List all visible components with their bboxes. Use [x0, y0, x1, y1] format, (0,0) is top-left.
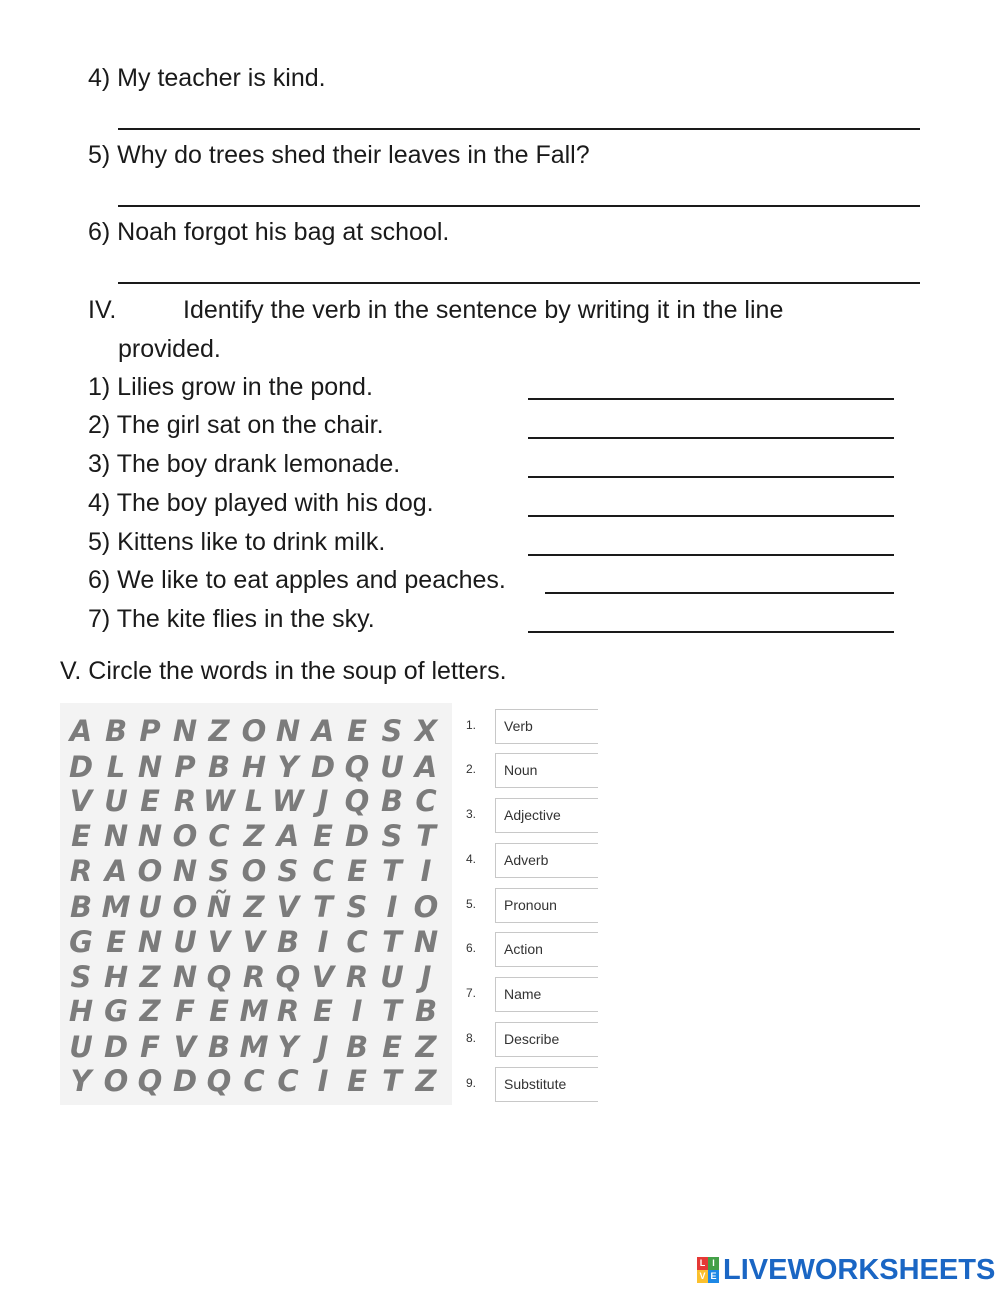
- verb-question: 2) The girl sat on the chair.: [88, 411, 384, 439]
- grid-letter[interactable]: Ñ: [206, 890, 232, 924]
- verb-question: 5) Kittens like to drink milk.: [88, 528, 386, 556]
- grid-letter[interactable]: R: [242, 960, 266, 994]
- grid-letter[interactable]: C: [277, 1064, 299, 1098]
- grid-letter[interactable]: F: [140, 1030, 160, 1064]
- word-number: 6.: [466, 941, 477, 955]
- grid-letter[interactable]: N: [172, 960, 198, 994]
- grid-letter[interactable]: E: [347, 714, 367, 748]
- grid-letter[interactable]: D: [103, 1030, 129, 1064]
- grid-letter[interactable]: Z: [415, 1064, 437, 1098]
- word-box: Adverb: [495, 843, 598, 878]
- grid-letter[interactable]: S: [381, 714, 403, 748]
- grid-letter[interactable]: S: [346, 890, 368, 924]
- grid-row: [60, 889, 452, 925]
- grid-letter[interactable]: U: [380, 960, 404, 994]
- grid-letter[interactable]: E: [313, 819, 333, 853]
- verb-question: 6) We like to eat apples and peaches.: [88, 566, 506, 594]
- grid-row: [60, 853, 452, 889]
- grid-letter[interactable]: V: [207, 925, 231, 959]
- grid-letter[interactable]: Y: [70, 1064, 92, 1098]
- grid-letter[interactable]: Z: [139, 994, 161, 1028]
- grid-letter[interactable]: B: [207, 750, 231, 784]
- grid-letter[interactable]: E: [347, 854, 367, 888]
- question-item: 6) Noah forgot his bag at school.: [88, 218, 450, 246]
- word-box: Name: [495, 977, 598, 1012]
- grid-letter[interactable]: N: [137, 819, 163, 853]
- grid-letter[interactable]: E: [382, 1030, 402, 1064]
- liveworksheets-logo: [697, 1253, 995, 1287]
- word-box: Describe: [495, 1022, 598, 1057]
- grid-letter[interactable]: V: [276, 890, 300, 924]
- verb-answer-line[interactable]: [528, 398, 894, 400]
- grid-letter[interactable]: M: [239, 1030, 269, 1064]
- grid-letter[interactable]: N: [275, 714, 301, 748]
- verb-question: 3) The boy drank lemonade.: [88, 450, 401, 478]
- grid-letter[interactable]: L: [106, 750, 126, 784]
- grid-letter[interactable]: O: [241, 714, 267, 748]
- grid-letter[interactable]: H: [241, 750, 267, 784]
- grid-letter[interactable]: T: [382, 854, 402, 888]
- grid-letter[interactable]: H: [68, 994, 94, 1028]
- grid-letter[interactable]: S: [381, 819, 403, 853]
- grid-letter[interactable]: J: [317, 784, 329, 818]
- grid-letter[interactable]: O: [172, 819, 198, 853]
- grid-letter[interactable]: I: [317, 1064, 329, 1098]
- grid-letter[interactable]: S: [208, 854, 230, 888]
- grid-letter[interactable]: U: [69, 1030, 93, 1064]
- verb-question: 1) Lilies grow in the pond.: [88, 373, 373, 401]
- grid-letter[interactable]: O: [103, 1064, 129, 1098]
- answer-line[interactable]: [118, 205, 920, 207]
- logo-mark-letter: V: [697, 1270, 708, 1283]
- word-number: 1.: [466, 718, 477, 732]
- verb-answer-line[interactable]: [545, 592, 894, 594]
- grid-letter[interactable]: Q: [344, 750, 370, 784]
- word-number: 9.: [466, 1076, 477, 1090]
- grid-letter[interactable]: U: [104, 784, 128, 818]
- grid-letter[interactable]: E: [106, 925, 126, 959]
- grid-letter[interactable]: I: [351, 994, 363, 1028]
- word-number: 4.: [466, 852, 477, 866]
- grid-letter[interactable]: B: [276, 925, 300, 959]
- grid-letter[interactable]: B: [104, 714, 128, 748]
- grid-letter[interactable]: R: [345, 960, 369, 994]
- answer-line[interactable]: [118, 282, 920, 284]
- verb-answer-line[interactable]: [528, 631, 894, 633]
- question-item: 5) Why do trees shed their leaves in the Fall?: [88, 141, 590, 169]
- grid-letter[interactable]: C: [415, 784, 437, 818]
- word-number: 7.: [466, 986, 477, 1000]
- grid-letter[interactable]: D: [172, 1064, 198, 1098]
- grid-letter[interactable]: E: [313, 994, 333, 1028]
- word-box: Noun: [495, 753, 598, 788]
- grid-letter[interactable]: D: [344, 819, 370, 853]
- grid-letter[interactable]: B: [345, 1030, 369, 1064]
- word-box: Pronoun: [495, 888, 598, 923]
- grid-letter[interactable]: C: [208, 819, 230, 853]
- grid-letter[interactable]: G: [69, 925, 93, 959]
- grid-letter[interactable]: A: [414, 750, 438, 784]
- grid-letter[interactable]: V: [173, 1030, 197, 1064]
- grid-letter[interactable]: A: [69, 714, 93, 748]
- grid-letter[interactable]: V: [69, 784, 93, 818]
- word-box: Substitute: [495, 1067, 598, 1102]
- grid-letter[interactable]: S: [70, 960, 92, 994]
- grid-letter[interactable]: O: [413, 890, 439, 924]
- grid-letter[interactable]: I: [420, 854, 432, 888]
- grid-letter[interactable]: E: [71, 819, 91, 853]
- grid-row: [60, 993, 452, 1029]
- grid-letter[interactable]: Q: [275, 960, 301, 994]
- grid-letter[interactable]: M: [101, 890, 131, 924]
- grid-letter[interactable]: R: [69, 854, 93, 888]
- grid-letter[interactable]: Z: [243, 890, 265, 924]
- verb-answer-line[interactable]: [528, 437, 894, 439]
- grid-letter[interactable]: L: [244, 784, 264, 818]
- grid-letter[interactable]: E: [209, 994, 229, 1028]
- grid-letter[interactable]: U: [138, 890, 162, 924]
- grid-letter[interactable]: N: [137, 925, 163, 959]
- grid-letter[interactable]: T: [382, 1064, 402, 1098]
- logo-mark-letter: I: [708, 1257, 719, 1270]
- grid-letter[interactable]: P: [139, 714, 161, 748]
- grid-letter[interactable]: Z: [208, 714, 230, 748]
- grid-letter[interactable]: Z: [243, 819, 265, 853]
- grid-letter[interactable]: Q: [344, 784, 370, 818]
- grid-letter[interactable]: N: [413, 925, 439, 959]
- logo-mark-letter: E: [708, 1270, 719, 1283]
- grid-letter[interactable]: Z: [139, 960, 161, 994]
- grid-letter[interactable]: D: [68, 750, 94, 784]
- grid-letter[interactable]: D: [310, 750, 336, 784]
- grid-letter[interactable]: Y: [277, 750, 299, 784]
- grid-letter[interactable]: T: [382, 925, 402, 959]
- grid-letter[interactable]: N: [137, 750, 163, 784]
- section-heading: V. Circle the words in the soup of letters.: [60, 657, 507, 685]
- grid-letter[interactable]: M: [239, 994, 269, 1028]
- word-number: 3.: [466, 807, 477, 821]
- grid-letter[interactable]: Q: [137, 1064, 163, 1098]
- grid-letter[interactable]: V: [311, 960, 335, 994]
- verb-answer-line[interactable]: [528, 515, 894, 517]
- grid-letter[interactable]: C: [243, 1064, 265, 1098]
- grid-letter[interactable]: A: [104, 854, 128, 888]
- grid-letter[interactable]: W: [272, 784, 304, 818]
- grid-letter[interactable]: C: [312, 854, 334, 888]
- grid-letter[interactable]: I: [317, 925, 329, 959]
- section-heading: Identify the verb in the sentence by writing it in the line: [183, 296, 784, 324]
- word-number: 5.: [466, 897, 477, 911]
- grid-letter[interactable]: T: [313, 890, 333, 924]
- grid-letter[interactable]: C: [346, 925, 368, 959]
- grid-letter[interactable]: J: [317, 1030, 329, 1064]
- grid-letter[interactable]: Z: [415, 1030, 437, 1064]
- grid-letter[interactable]: A: [311, 714, 335, 748]
- verb-answer-line[interactable]: [528, 554, 894, 556]
- grid-letter[interactable]: O: [137, 854, 163, 888]
- section-heading-continued: provided.: [118, 335, 221, 363]
- grid-letter[interactable]: V: [242, 925, 266, 959]
- grid-letter[interactable]: Q: [206, 1064, 232, 1098]
- section-number: IV.: [88, 296, 117, 324]
- grid-letter[interactable]: I: [386, 890, 398, 924]
- question-item: 4) My teacher is kind.: [88, 64, 326, 92]
- verb-answer-line[interactable]: [528, 476, 894, 478]
- grid-letter[interactable]: G: [104, 994, 128, 1028]
- grid-letter[interactable]: U: [173, 925, 197, 959]
- word-number: 8.: [466, 1031, 477, 1045]
- word-box: Action: [495, 932, 598, 967]
- logo-text: LIVEWORKSHEETS: [723, 1253, 996, 1286]
- grid-letter[interactable]: R: [276, 994, 300, 1028]
- grid-row: [60, 818, 452, 854]
- logo-mark-icon: [697, 1257, 719, 1283]
- grid-letter[interactable]: B: [380, 784, 404, 818]
- grid-letter[interactable]: B: [69, 890, 93, 924]
- grid-letter[interactable]: T: [382, 994, 402, 1028]
- grid-letter[interactable]: E: [347, 1064, 367, 1098]
- grid-letter[interactable]: E: [140, 784, 160, 818]
- verb-question: 7) The kite flies in the sky.: [88, 605, 375, 633]
- grid-letter[interactable]: X: [414, 714, 438, 748]
- grid-row: [60, 749, 452, 785]
- grid-letter[interactable]: Y: [277, 1030, 299, 1064]
- answer-line[interactable]: [118, 128, 920, 130]
- grid-letter[interactable]: U: [380, 750, 404, 784]
- grid-letter[interactable]: R: [173, 784, 197, 818]
- word-number: 2.: [466, 762, 477, 776]
- grid-letter[interactable]: O: [172, 890, 198, 924]
- grid-row: [60, 1063, 452, 1099]
- grid-letter[interactable]: J: [420, 960, 432, 994]
- grid-letter[interactable]: S: [277, 854, 299, 888]
- grid-row: [60, 1029, 452, 1065]
- grid-letter[interactable]: B: [414, 994, 438, 1028]
- grid-row: [60, 713, 452, 749]
- grid-letter[interactable]: O: [241, 854, 267, 888]
- grid-letter[interactable]: P: [174, 750, 196, 784]
- grid-letter[interactable]: T: [416, 819, 436, 853]
- grid-letter[interactable]: Q: [206, 960, 232, 994]
- grid-row: [60, 783, 452, 819]
- grid-letter[interactable]: N: [103, 819, 129, 853]
- word-box: Verb: [495, 709, 598, 744]
- grid-letter[interactable]: W: [203, 784, 235, 818]
- verb-question: 4) The boy played with his dog.: [88, 489, 434, 517]
- grid-letter[interactable]: H: [103, 960, 129, 994]
- logo-mark-letter: L: [697, 1257, 708, 1270]
- letter-soup-grid[interactable]: [60, 703, 452, 1105]
- grid-row: [60, 924, 452, 960]
- grid-letter[interactable]: N: [172, 714, 198, 748]
- word-box: Adjective: [495, 798, 598, 833]
- grid-letter[interactable]: F: [175, 994, 195, 1028]
- grid-letter[interactable]: N: [172, 854, 198, 888]
- grid-letter[interactable]: B: [207, 1030, 231, 1064]
- grid-row: [60, 959, 452, 995]
- grid-letter[interactable]: A: [276, 819, 300, 853]
